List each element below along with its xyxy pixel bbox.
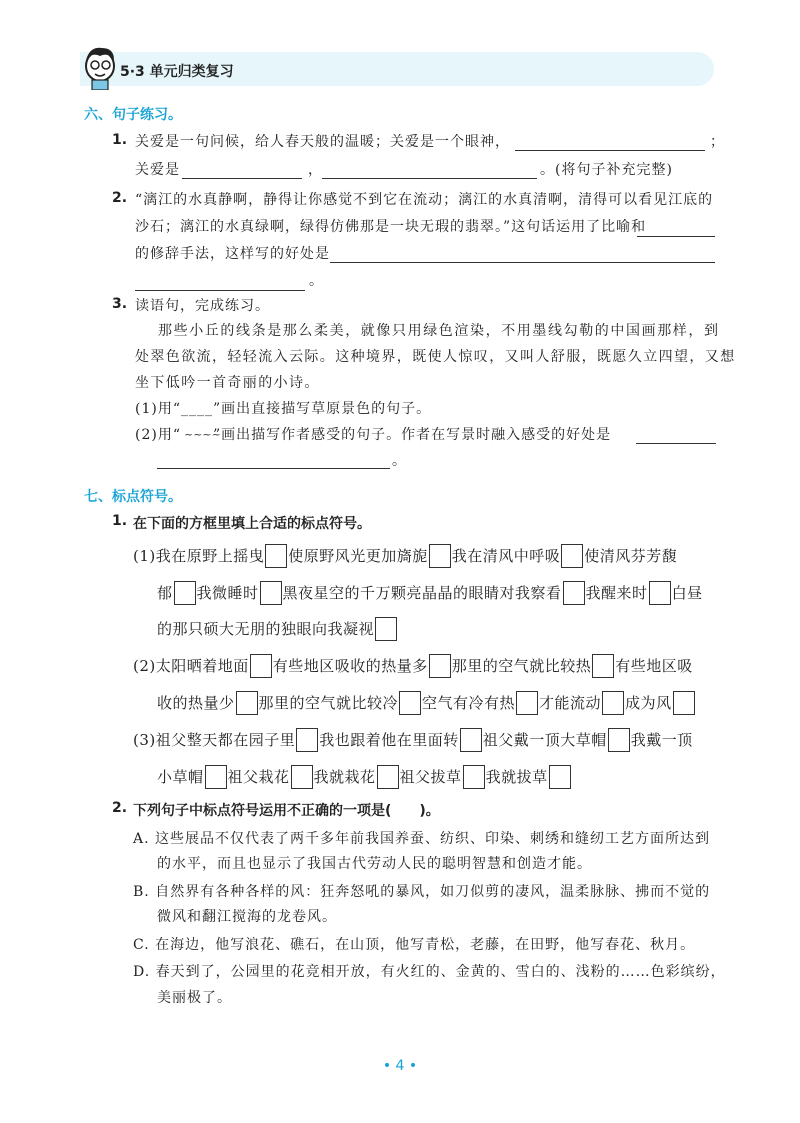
option-d-line2: 美丽极了。 bbox=[157, 990, 232, 1006]
s7-q1-number: 1. bbox=[112, 513, 128, 529]
punct-box[interactable] bbox=[563, 581, 585, 605]
punct-row-1-2: 郁 我微睡时 黑夜星空的千万颗亮晶晶的眼睛对我察看 我醒来时 白昼 bbox=[157, 579, 703, 606]
punct-box[interactable] bbox=[265, 544, 287, 568]
q3-wavy-line: ~~~~ bbox=[184, 428, 221, 441]
q3-passage-2: 处翠色欲流，轻轻流入云际。这种境界，既使人惊叹，又叫人舒服，既愿久立四望，又想 bbox=[135, 349, 736, 365]
q2-line3: 的修辞手法，这样写的好处是 bbox=[135, 246, 330, 262]
punct-row-3-2: 小草帽 祖父栽花 我就栽花 祖父拔草 我就拔草 bbox=[157, 763, 572, 790]
punct-box[interactable] bbox=[549, 765, 571, 789]
punct-box[interactable] bbox=[429, 544, 451, 568]
q3-passage-3: 坐下低吟一首奇丽的小诗。 bbox=[135, 375, 320, 391]
section-7-title: 七、标点符号。 bbox=[84, 489, 182, 505]
punct-box[interactable] bbox=[460, 728, 482, 752]
punct-row-1-3: 的那只硕大无朋的独眼向我凝视 bbox=[157, 615, 398, 642]
q1-number: 1. bbox=[112, 132, 128, 148]
q1-blank-1[interactable] bbox=[515, 150, 705, 151]
punct-box[interactable] bbox=[673, 691, 695, 715]
option-c-line1[interactable]: C. 在海边，他写浪花、礁石，在山顶，他写青松，老藤，在田野，他写春花、秋月。 bbox=[133, 937, 696, 953]
q2-line1: “漓江的水真静啊，静得让你感觉不到它在流动；漓江的水真清啊，清得可以看见江底的 bbox=[135, 192, 714, 208]
punct-box[interactable] bbox=[592, 654, 614, 678]
punct-box[interactable] bbox=[291, 765, 313, 789]
page-number: • 4 • bbox=[382, 1058, 418, 1074]
punct-box[interactable] bbox=[205, 765, 227, 789]
q1-line2-c: 。(将句子补充完整) bbox=[540, 162, 673, 178]
option-b-line1[interactable]: B. 自然界有各种各样的风：狂奔怒吼的暴风，如刀似剪的凄风，温柔脉脉、拂而不觉的 bbox=[133, 884, 711, 900]
q1-line1: 关爱是一句问候，给人春天般的温暖；关爱是一个眼神， bbox=[135, 134, 510, 150]
q3-sub1: (1)用“____”画出直接描写草原景色的句子。 bbox=[135, 401, 432, 417]
s7-q2-title: 下列句子中标点符号运用不正确的一项是( )。 bbox=[133, 803, 440, 819]
punct-row-2-2: 收的热量少 那里的空气就比较冷 空气有冷有热 才能流动 成为风 bbox=[157, 689, 696, 716]
q3-title: 读语句，完成练习。 bbox=[135, 298, 270, 314]
boy-mascot-icon bbox=[80, 42, 120, 90]
punct-box[interactable] bbox=[516, 691, 538, 715]
punct-box[interactable] bbox=[649, 581, 671, 605]
punct-box[interactable] bbox=[608, 728, 630, 752]
q1-blank-2[interactable] bbox=[182, 178, 302, 179]
option-a-line2: 的水平，而且也显示了我国古代劳动人民的聪明智慧和创造才能。 bbox=[157, 856, 592, 872]
q2-line2: 沙石；漓江的水真绿啊，绿得仿佛那是一块无瑕的翡翠。”这句话运用了比喻和 bbox=[135, 219, 647, 235]
punct-box[interactable] bbox=[429, 654, 451, 678]
q1-line2-b: ， bbox=[308, 162, 323, 178]
option-b-line2: 微风和翻江搅海的龙卷风。 bbox=[157, 909, 337, 925]
q1-line1-end: ； bbox=[710, 134, 725, 150]
q2-blank-2[interactable] bbox=[330, 262, 715, 263]
q3-sub2-a: (2)用“ bbox=[135, 427, 181, 443]
q3-number: 3. bbox=[112, 296, 128, 312]
punct-row-1-1: (1)我在原野上摇曳 使原野风光更加旖旎 我在清风中呼吸 使清风芬芳馥 bbox=[133, 542, 677, 569]
q2-blank-1[interactable] bbox=[637, 236, 715, 237]
q1-blank-3[interactable] bbox=[322, 178, 537, 179]
punct-box[interactable] bbox=[174, 581, 196, 605]
punct-box[interactable] bbox=[296, 728, 318, 752]
s7-q1-title: 在下面的方框里填上合适的标点符号。 bbox=[133, 516, 371, 532]
punct-box[interactable] bbox=[260, 581, 282, 605]
punct-row-2-1: (2)太阳晒着地面 有些地区吸收的热量多 那里的空气就比较热 有些地区吸 bbox=[133, 652, 693, 679]
punct-box[interactable] bbox=[463, 765, 485, 789]
punct-row-3-1: (3)祖父整天都在园子里 我也跟着他在里面转 祖父戴一顶大草帽 我戴一顶 bbox=[133, 726, 693, 753]
q3-blank-1[interactable] bbox=[636, 443, 716, 444]
punct-box[interactable] bbox=[377, 765, 399, 789]
punct-box[interactable] bbox=[250, 654, 272, 678]
punct-box[interactable] bbox=[602, 691, 624, 715]
punct-box[interactable] bbox=[399, 691, 421, 715]
punct-box[interactable] bbox=[375, 617, 397, 641]
section-6-title: 六、句子练习。 bbox=[84, 107, 182, 123]
s7-q2-number: 2. bbox=[112, 800, 128, 816]
punct-box[interactable] bbox=[236, 691, 258, 715]
q3-sub2-b: ”画出描写作者感受的句子。作者在写景时融入感受的好处是 bbox=[213, 427, 612, 443]
punct-box[interactable] bbox=[561, 544, 583, 568]
q2-number: 2. bbox=[112, 190, 128, 206]
q3-sub2-end: 。 bbox=[392, 453, 407, 469]
q1-line2-a: 关爱是 bbox=[135, 162, 180, 178]
q2-line4-end: 。 bbox=[309, 273, 324, 289]
header-title: 5·3 单元归类复习 bbox=[120, 64, 234, 80]
q3-blank-2[interactable] bbox=[157, 468, 390, 469]
option-d-line1[interactable]: D. 春天到了，公园里的花竞相开放，有火红的、金黄的、雪白的、浅粉的……色彩缤纷， bbox=[133, 964, 726, 980]
q2-blank-3[interactable] bbox=[135, 290, 305, 291]
q3-passage-1: 那些小丘的线条是那么柔美，就像只用绿色渲染，不用墨线勾勒的中国画那样，到 bbox=[158, 323, 720, 339]
option-a-line1[interactable]: A. 这些展品不仅代表了两千多年前我国养蚕、纺织、印染、刺绣和缝纫工艺方面所达到 bbox=[133, 831, 711, 847]
